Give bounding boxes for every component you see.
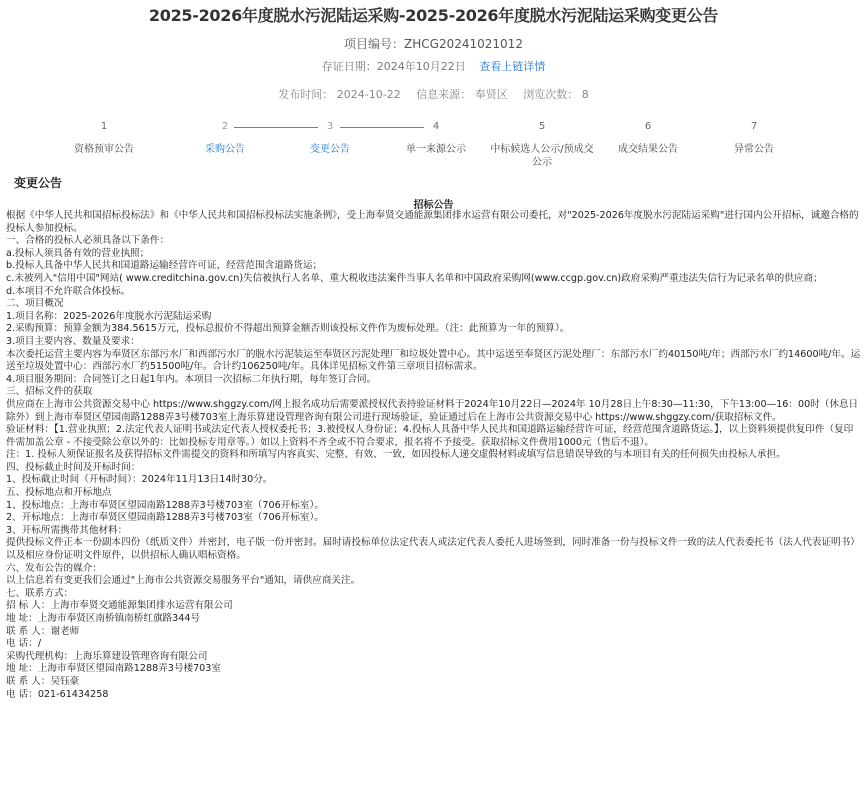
step-7[interactable] [701, 120, 807, 156]
step-label: 资格预审公告 [74, 144, 134, 155]
document-paragraph: 2.采购预算：预算金额为384.5615万元，投标总报价不得超出预算金额否则该投标文件作为废标处理。（注：此预算为一年的预算）。 [6, 323, 570, 335]
document-paragraph: 1、投标截止时间（开标时间）：2024年11月13日14时30分。 [6, 474, 273, 486]
document-paragraph: 采购代理机构：上海乐算建设管理咨询有限公司 [6, 650, 208, 662]
document-title: 招标公告 [413, 200, 454, 211]
info-source: 信息来源： 奉贤区 [416, 88, 508, 101]
document-paragraph: 三、招标文件的获取 [6, 386, 93, 398]
document-paragraph: 电 话：021-61434258 [6, 688, 109, 700]
document-paragraph: 地 址：上海市奉贤区望园南路1288弄3号楼703室 [6, 663, 221, 675]
document-paragraph: 联 系 人：吴钰豪 [6, 675, 80, 687]
step-3[interactable] [277, 120, 383, 156]
step-label: 变更公告 [310, 144, 350, 155]
document-paragraph: 以上信息若有变更我们会通过"上海市公共资源交易服务平台"通知，请供应商关注。 [6, 575, 361, 587]
document-paragraph: 2、开标地点：上海市奉贤区望园南路1288弄3号楼703室（706开标室）。 [6, 512, 324, 524]
step-number: 1 [100, 121, 108, 132]
project-code-line [0, 37, 867, 51]
document-paragraph: 招 标 人：上海市奉贤交通能源集团排水运营有限公司 [6, 600, 233, 612]
document-paragraph: 一、合格的投标人必须具备以下条件： [6, 235, 170, 247]
step-1[interactable] [51, 120, 157, 156]
step-label: 异常公告 [734, 144, 774, 155]
document-paragraph: 联 系 人：谢老师 [6, 625, 80, 637]
document-paragraph: 注：1. 投标人须保证报名及获得招标文件需提交的资料和所填写内容真实、完整、有效、一致，如因投标人递交虚假材料或填写信息错误导致的与本项目有关的任何损失由投标人承担。 [6, 449, 786, 461]
document-body [0, 210, 867, 701]
publish-time: 发布时间： 2024-10-22 [278, 88, 401, 101]
document-paragraph: 二、项目概况 [6, 298, 64, 310]
document-paragraph: 1、投标地点：上海市奉贤区望园南路1288弄3号楼703室（706开标室）。 [6, 499, 324, 511]
project-code-label: 项目编号： [344, 37, 405, 51]
document-paragraph: 本次委托运营主要内容为奉贤区东部污水厂和西部污水厂的脱水污泥装运至奉贤区污泥处理厂和垃圾处置中心。其中运送至奉贤区污泥处理厂：东部污水厂约40150吨/年；西部污水厂约14600吨/年。运送至垃圾处置中心：西部污水厂约51500吨/年。合计约106250吨/年。具体详见招标文件第三章项目招标需求。 [6, 348, 861, 373]
document-paragraph: 七、联系方式： [6, 587, 74, 599]
save-date-line [0, 60, 867, 74]
step-number: 5 [538, 121, 546, 132]
step-number: 4 [432, 121, 440, 132]
document-paragraph: 根据《中华人民共和国招标投标法》和《中华人民共和国招标投标法实施条例》，受上海奉贤交通能源集团排水运营有限公司委托，对"2025-2026年度脱水污泥陆运采购"进行国内公开招标，诚邀合格的投标人参加投标。 [6, 210, 859, 234]
step-label: 采购公告 [205, 144, 245, 155]
document-paragraph: 电 话：/ [6, 638, 42, 650]
document-paragraph: 1.项目名称：2025-2026年度脱水污泥陆运采购 [6, 310, 212, 322]
document-paragraph: 供应商在上海市公共资源交易中心 https://www.shggzy.com/网上报名成功后需要派授权代表持验证材料于2024年10月22日—2024年 10月28日上午8:30—11:30，下午13:00—16：00时（休息日除外）到上海市奉贤区望园南路1288弄3号楼703室上海乐算建设管理咨询有限公司进行现场验证，验证通过后在上海市公共资源交易中心 https://www.shggzy.com/获取招标文件。 [6, 398, 859, 423]
step-label: 单一来源公示 [406, 144, 466, 155]
step-number: 7 [750, 121, 758, 132]
view-count: 浏览次数： 8 [523, 88, 589, 101]
step-4[interactable] [383, 120, 489, 156]
section-title: 变更公告 [14, 176, 63, 190]
step-number: 3 [326, 121, 334, 132]
document-paragraph: 3.项目主要内容、数量及要求： [6, 335, 140, 347]
meta-line [0, 88, 867, 102]
page-title: 2025-2026年度脱水污泥陆运采购-2025-2026年度脱水污泥陆运采购变更公告 [148, 6, 719, 25]
document-paragraph: a.投标人须具备有效的营业执照； [6, 247, 150, 259]
step-label: 成交结果公告 [618, 144, 678, 155]
save-date: 2024年10月22日 [376, 60, 466, 73]
step-5[interactable] [489, 120, 595, 169]
document-paragraph: 五、投标地点和开标地点 [6, 487, 112, 499]
project-code: ZHCG20241021012 [404, 37, 523, 51]
step-number: 6 [644, 121, 652, 132]
step-2[interactable] [172, 120, 278, 156]
step-label: 中标候选人公示/预成交公示 [490, 144, 594, 168]
step-number: 2 [221, 121, 229, 132]
process-steps [0, 120, 867, 168]
document-paragraph: 验证材料：【1.营业执照；2.法定代表人证明书或法定代表人授权委托书；3.被授权人身份证；4.投标人具备中华人民共和国道路运输经营许可证，经营范围含道路货运。】，以上资料须提供复印件（复印件需加盖公章 - 不接受除公章以外的：比如投标专用章等。）如以上资料不齐全或不符合要求，报名将不予接受。获取招标文件费用1000元（售后不退）。 [6, 424, 854, 448]
document-paragraph: b.投标人具备中华人民共和国道路运输经营许可证，经营范围含道路货运； [6, 260, 323, 272]
document-paragraph: 提供投标文件正本一份副本四份（纸质文件）并密封，电子版一份并密封。届时请投标单位法定代表人或法定代表人委托人进场签到，同时准备一份与投标文件一致的法人代表委托书（法人代表证明书）以及相应身份证明文件原件，以供招标人确认唱标资格。 [6, 537, 860, 562]
document-paragraph: c.未被列入"信用中国"网站( www.creditchina.gov.cn)失信被执行人名单、重大税收违法案件当事人名单和中国政府采购网(www.ccgp.gov.cn)政府采购严重违法失信行为记录名单的供应商； [6, 272, 823, 284]
document-paragraph: 3、开标所需携带其他材料： [6, 524, 128, 536]
chain-detail-link[interactable]: 查看上链详情 [479, 60, 546, 73]
document-paragraph: d.本项目不允许联合体投标。 [6, 285, 131, 297]
document-paragraph: 六、发布公告的媒介： [6, 562, 102, 574]
step-6[interactable] [595, 120, 701, 156]
document-paragraph: 四、投标截止时间及开标时间： [6, 461, 141, 473]
save-date-label: 存证日期： [321, 60, 377, 73]
document-paragraph: 4.项目服务期间：合同签订之日起1年内。本项目一次招标二年执行期，每年签订合同。 [6, 373, 377, 385]
document-paragraph: 地 址：上海市奉贤区南桥镇南桥红旗路344号 [6, 613, 201, 624]
